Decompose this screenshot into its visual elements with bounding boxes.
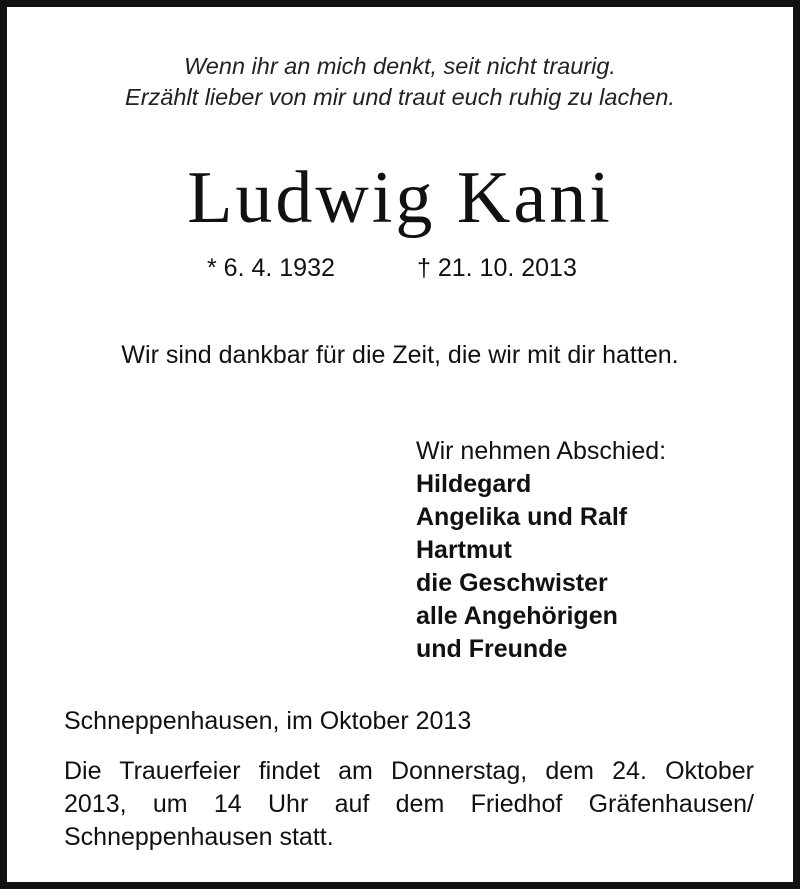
quote-line-1: Wenn ihr an mich denkt, seit nicht traurig. [184,53,616,79]
place-and-date: Schneppenhausen, im Oktober 2013 [64,707,472,735]
mourner-name: Hartmut [416,536,512,564]
mourners-block [416,435,666,666]
mourner-name: und Freunde [416,635,568,663]
gratitude-text: Wir sind dankbar für die Zeit, die wir mit dir hatten. [121,341,679,369]
mourners-list [416,468,666,666]
death-date: † 21. 10. 2013 [417,254,577,282]
funeral-line: Schneppenhausen statt. [64,823,334,851]
deceased-name: Ludwig Kani [187,157,613,239]
birth-date: * 6. 4. 1932 [207,254,335,282]
mourner-name: alle Angehörigen [416,602,618,630]
mourner-name: Angelika und Ralf [416,503,628,531]
funeral-info [64,755,754,854]
mourner-name: Hildegard [416,470,532,498]
mourner-name: die Geschwister [416,569,608,597]
mourners-intro: Wir nehmen Abschied: [416,437,667,465]
funeral-line: 2013, um 14 Uhr auf dem Friedhof Gräfenhausen/ [64,790,754,818]
funeral-line: Die Trauerfeier findet am Donnerstag, dem 24. Oktober [64,757,754,785]
quote-line-2: Erzählt lieber von mir und traut euch ruhig zu lachen. [125,84,675,110]
life-dates [7,251,793,285]
quote [7,51,793,113]
